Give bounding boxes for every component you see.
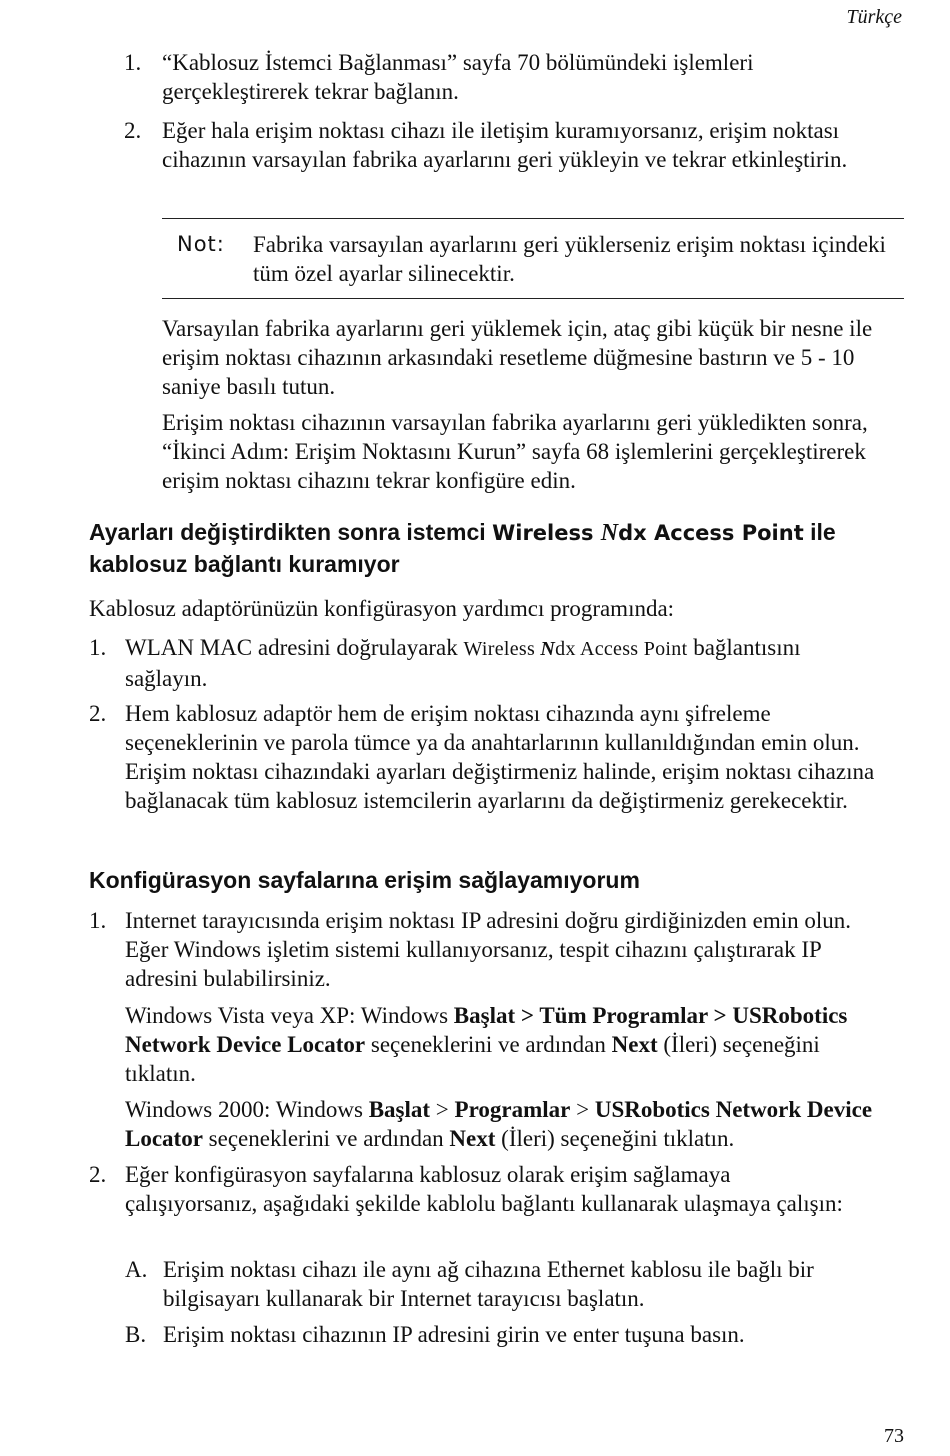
list-text: Hem kablosuz adaptör hem de erişim noktası cihazında aynı şifreleme seçeneklerinin ve parola tümce ya da anahtarlarının kullanıldığından emin olun. Erişim noktası cihazındaki ayarları değiştirmeniz halinde, erişim noktası cihazına bağlanacak tüm kablosuz istemcilerin ayarlarını da değiştirmeniz gerekecektir.: [125, 701, 875, 813]
list-text: WLAN MAC adresini doğrulayarak Wireless Ndx Access Point bağlantısını sağlayın.: [125, 635, 801, 691]
list-number: 1.: [89, 635, 107, 660]
heading-text: Ayarları değiştirdikten sonra istemci: [89, 519, 493, 545]
list-text: Internet tarayıcısında erişim noktası IP adresini doğru girdiğinizden emin olun. Eğer Windows işletim sistemi kullanıyorsanız, tespit cihazını çalıştırarak IP adresini bulabilirsiniz.: [125, 908, 852, 991]
note-text: Fabrika varsayılan ayarlarını geri yüklerseniz erişim noktası içindeki tüm özel ayarlar silinecektir.: [253, 232, 886, 286]
note-label: Not:: [177, 232, 225, 256]
note-top-rule: [162, 218, 904, 219]
paragraph: Erişim noktası cihazının varsayılan fabrika ayarlarını geri yükledikten sonra, “İkinci Adım: Erişim Noktasını Kurun” sayfa 68 işlemlerini gerçekleştirerek erişim noktası cihazını tekrar konfigüre edin.: [162, 410, 868, 493]
instruction-windows-2000: Windows 2000: Windows Başlat > Programlar > USRobotics Network Device Locator seçeneklerini ve ardından Next (İleri) seçeneğini tıklatın.: [125, 1097, 873, 1151]
product-name: Wireless Ndx Access Point: [463, 638, 688, 660]
list-number: 1.: [124, 50, 142, 75]
list-number: 2.: [89, 1162, 107, 1187]
list-text: Erişim noktası cihazının IP adresini girin ve enter tuşuna basın.: [163, 1322, 745, 1347]
list-number: 1.: [89, 908, 107, 933]
section-heading: Konfigürasyon sayfalarına erişim sağlayamıyorum: [89, 867, 640, 893]
section-intro: Kablosuz adaptörünüzün konfigürasyon yardımcı programında:: [89, 596, 675, 621]
instruction-vista-xp: Windows Vista veya XP: Windows Başlat > Tüm Programlar > USRobotics Network Device Locator seçeneklerini ve ardından Next (İleri) seçeneğini tıklatın.: [125, 1003, 848, 1086]
page-number: 73: [884, 1425, 904, 1447]
list-letter: A.: [125, 1257, 148, 1282]
note-bottom-rule: [162, 298, 904, 299]
heading-text: ile kablosuz bağlantı kuramıyor: [89, 519, 836, 577]
page-header-language: Türkçe: [846, 6, 902, 28]
product-name: Wireless Ndx Access Point: [492, 520, 804, 546]
list-text: Erişim noktası cihazı ile aynı ağ cihazına Ethernet kablosu ile bağlı bir bilgisayarı kullanarak bir Internet tarayıcısı başlatın.: [163, 1257, 814, 1311]
list-number: 2.: [89, 701, 107, 726]
list-text: Eğer hala erişim noktası cihazı ile iletişim kuramıyorsanız, erişim noktası cihazının varsayılan fabrika ayarlarını geri yükleyin ve tekrar etkinleştirin.: [162, 118, 848, 172]
list-number: 2.: [124, 118, 142, 143]
list-letter: B.: [125, 1322, 147, 1347]
section-heading: [89, 517, 889, 580]
list-text: “Kablosuz İstemci Bağlanması” sayfa 70 bölümündeki işlemleri gerçekleştirerek tekrar bağlanın.: [162, 50, 754, 104]
list-text: Eğer konfigürasyon sayfalarına kablosuz olarak erişim sağlamaya çalışıyorsanız, aşağıdaki şekilde kablolu bağlantı kullanarak ulaşmaya çalışın:: [125, 1162, 843, 1216]
paragraph: Varsayılan fabrika ayarlarını geri yüklemek için, ataç gibi küçük bir nesne ile erişim noktası cihazının arkasındaki resetleme düğmesine bastırın ve 5 - 10 saniye basılı tutun.: [162, 316, 873, 399]
